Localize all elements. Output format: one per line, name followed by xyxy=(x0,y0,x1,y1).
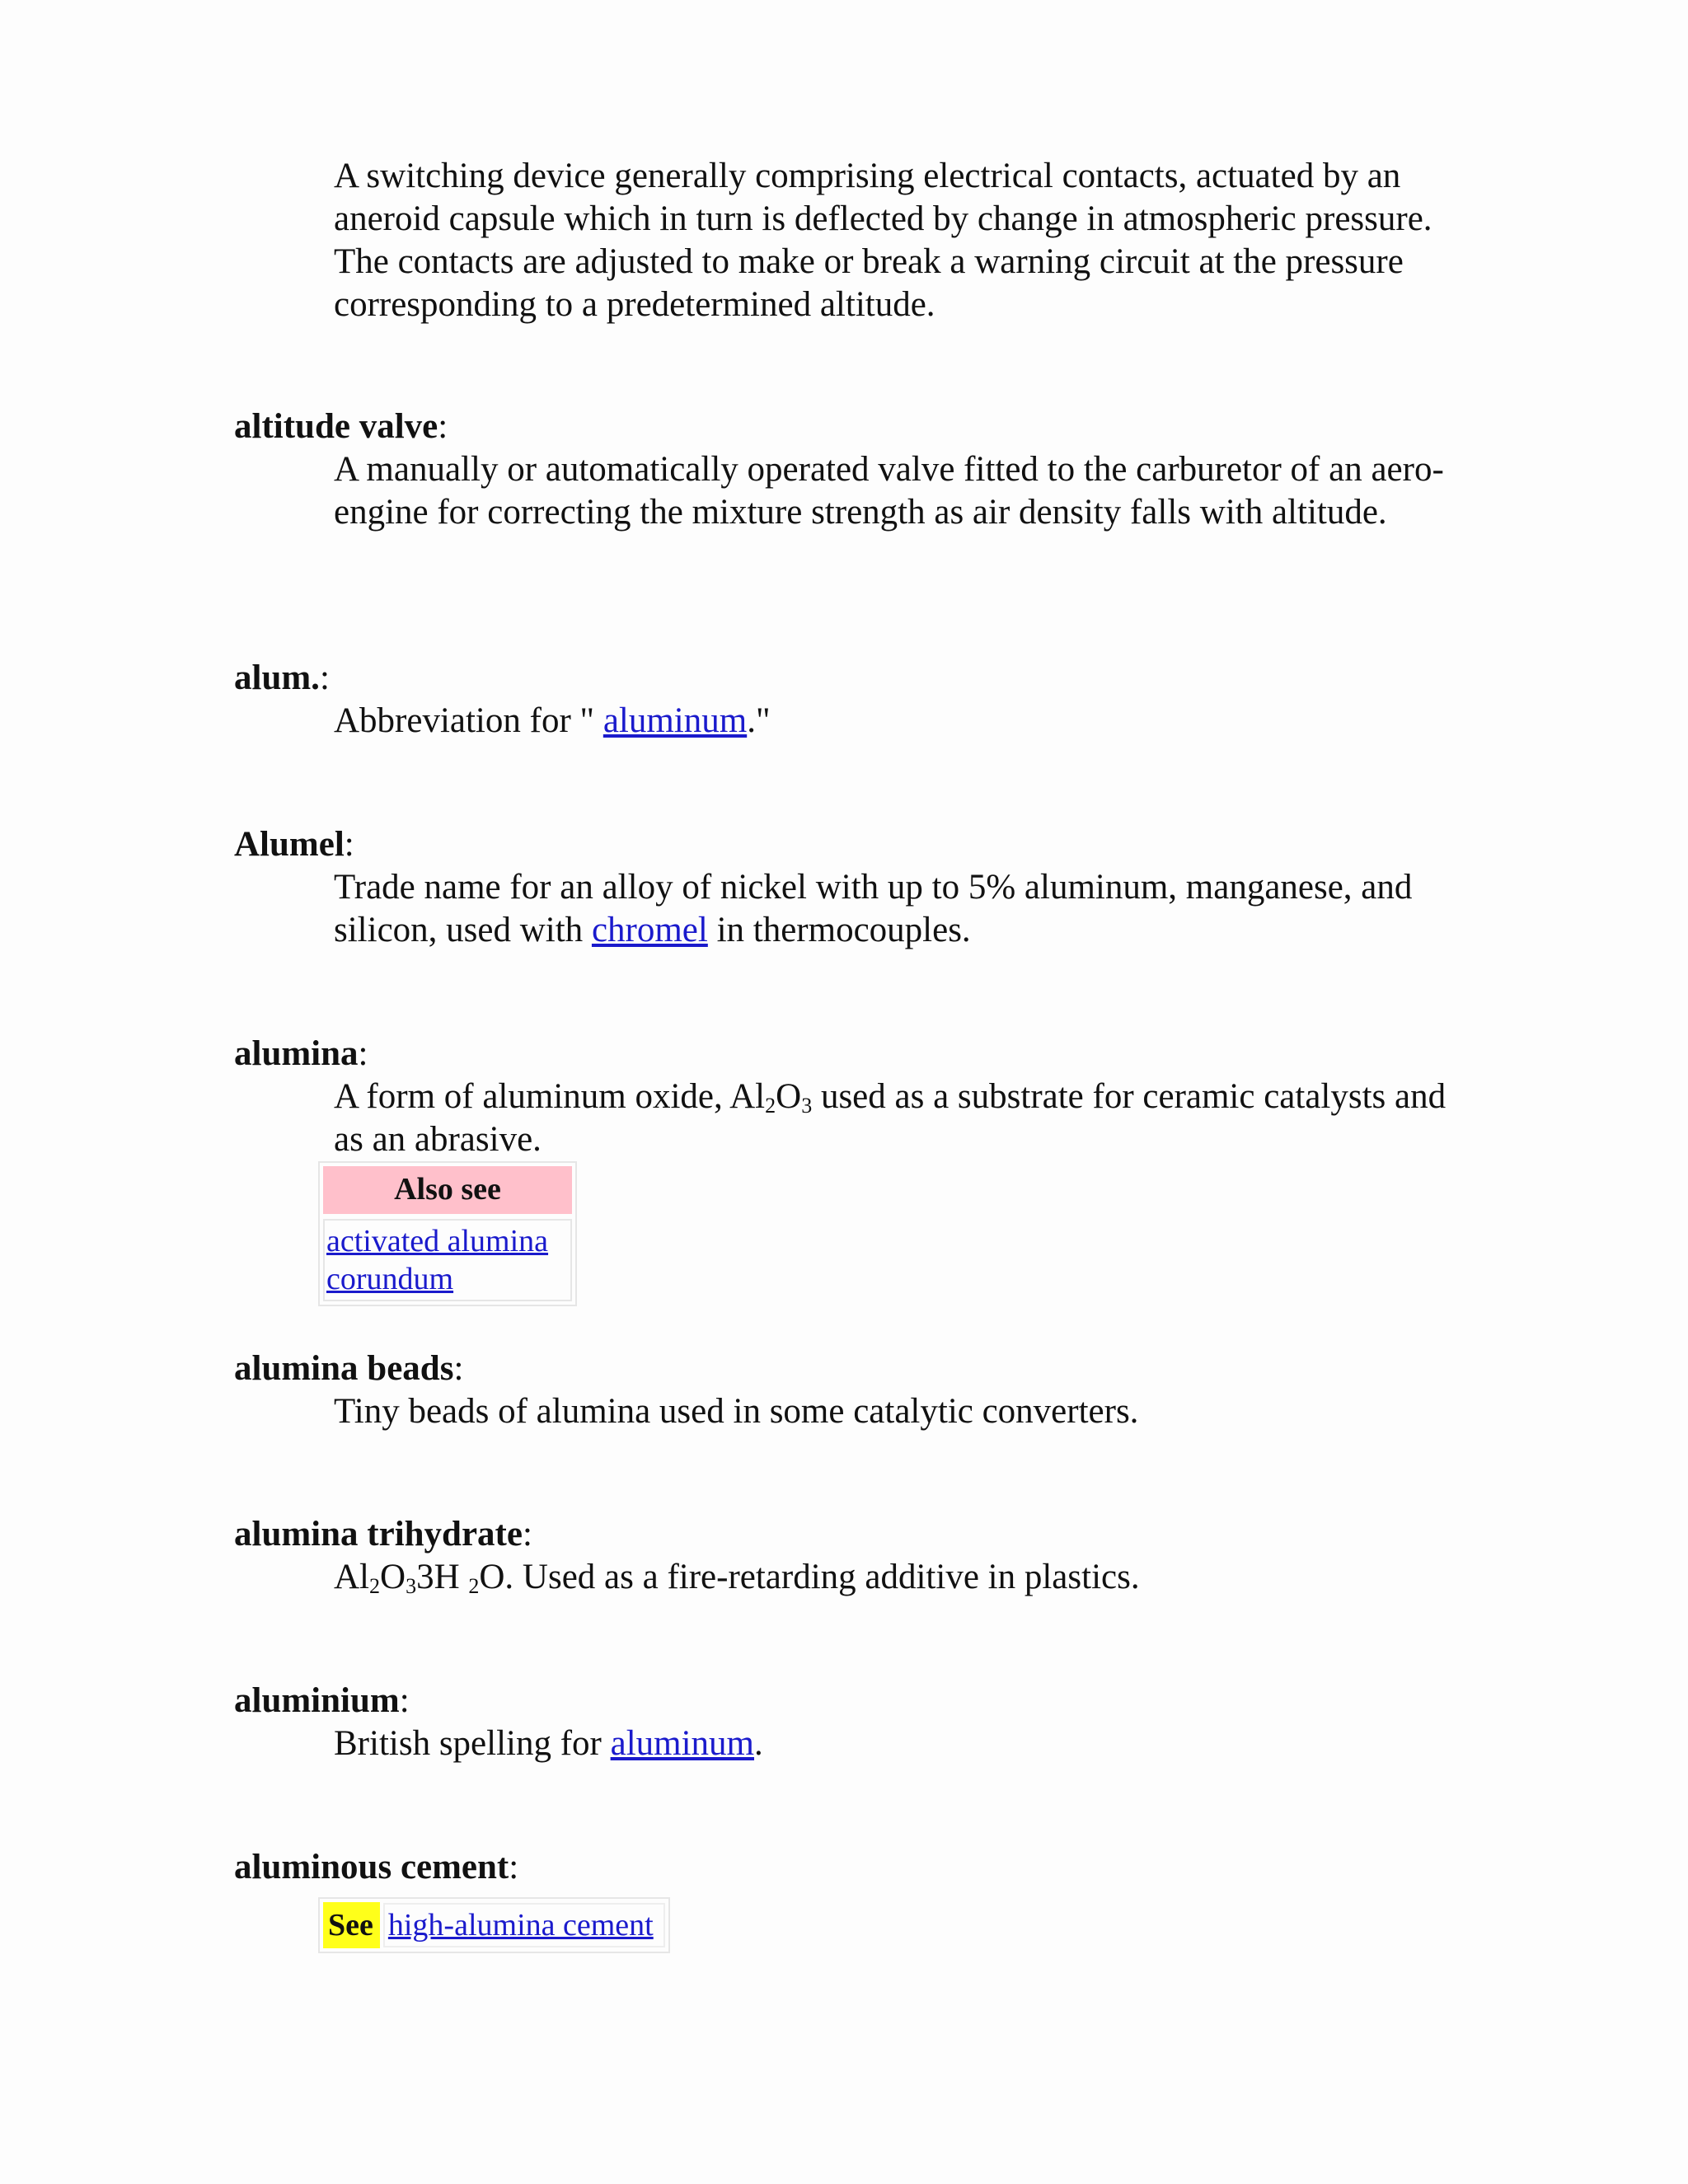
definition-suffix: in thermocouples. xyxy=(707,911,971,949)
term-label: altitude valve xyxy=(234,407,438,446)
definition-prefix: Trade name for an alloy of nickel with up to 5% aluminum, manganese, and silicon, used with xyxy=(334,868,1413,949)
definition-text xyxy=(334,1722,1471,1765)
entry-alumina xyxy=(234,1033,1470,1306)
entry-altitude-switch-definition xyxy=(234,155,1470,326)
term-colon: : xyxy=(399,1681,410,1720)
subscript: 2 xyxy=(369,1574,380,1598)
term-colon: : xyxy=(344,825,354,864)
term-colon: : xyxy=(358,1034,368,1073)
term-colon: : xyxy=(319,658,330,697)
definition-text xyxy=(334,700,1471,743)
term-heading xyxy=(234,1513,1470,1556)
entry-alumel xyxy=(234,823,1470,952)
definition-text xyxy=(334,866,1471,952)
entry-altitude-valve xyxy=(234,405,1470,534)
also-see-list xyxy=(323,1219,572,1301)
term-label: alum. xyxy=(234,658,320,697)
definition-part: 3H xyxy=(416,1558,469,1596)
entry-alumina-trihydrate xyxy=(234,1513,1470,1599)
definition-text xyxy=(334,1076,1471,1161)
term-heading xyxy=(234,657,1470,700)
term-heading xyxy=(234,1033,1470,1076)
definition-suffix: ." xyxy=(747,701,771,740)
term-colon: : xyxy=(509,1848,519,1886)
subscript: 3 xyxy=(801,1094,813,1118)
definition-suffix: . xyxy=(754,1724,763,1763)
entry-alum xyxy=(234,657,1470,743)
link-aluminum[interactable]: aluminum xyxy=(610,1724,754,1763)
entry-aluminous-cement xyxy=(234,1846,1470,1953)
see-label: See xyxy=(323,1902,380,1948)
also-see-box xyxy=(318,1161,577,1306)
link-aluminum[interactable]: aluminum xyxy=(603,701,748,740)
definition-part: Al xyxy=(334,1558,369,1596)
definition-part: O xyxy=(776,1077,802,1116)
link-activated-alumina[interactable]: activated alumina xyxy=(326,1224,549,1258)
link-corundum[interactable]: corundum xyxy=(326,1262,454,1296)
also-see-header: Also see xyxy=(323,1166,572,1214)
definition-text: A manually or automatically operated valve fitted to the carburetor of an aero-engine for correcting the mixture strength as air density falls with altitude. xyxy=(334,450,1444,532)
term-colon: : xyxy=(438,407,448,446)
definition-part: A form of aluminum oxide, Al xyxy=(334,1077,766,1116)
term-label: alumina xyxy=(234,1034,359,1073)
term-label: aluminium xyxy=(234,1681,400,1720)
subscript: 2 xyxy=(468,1574,480,1598)
term-label: aluminous cement xyxy=(234,1848,509,1886)
definition-text: Tiny beads of alumina used in some catalytic converters. xyxy=(334,1392,1139,1431)
subscript: 3 xyxy=(406,1574,417,1598)
term-label: Alumel xyxy=(234,825,345,864)
definition-part: O xyxy=(380,1558,406,1596)
definition-text xyxy=(334,1556,1471,1599)
see-box xyxy=(318,1897,670,1953)
definition-part: O. Used as a fire-retarding additive in plastics. xyxy=(479,1558,1140,1596)
term-heading xyxy=(234,1846,1470,1889)
term-label: alumina trihydrate xyxy=(234,1515,523,1554)
term-colon: : xyxy=(453,1349,464,1388)
definition-prefix: British spelling for xyxy=(334,1724,611,1763)
definition-part: used as a substrate for ceramic catalysts and as an abrasive. xyxy=(334,1077,1447,1159)
term-heading xyxy=(234,823,1470,866)
term-colon: : xyxy=(522,1515,532,1554)
term-heading xyxy=(234,405,1470,448)
definition-prefix: Abbreviation for " xyxy=(334,701,603,740)
see-link-cell xyxy=(383,1903,665,1947)
term-label: alumina beads xyxy=(234,1349,454,1388)
definition-text: A switching device generally comprising electrical contacts, actuated by an aneroid capsule which in turn is deflected by change in atmospheric pressure. The contacts are adjusted to make or break a warning circuit at the pressure corresponding to a predetermined altitude. xyxy=(334,157,1432,324)
entry-aluminium xyxy=(234,1680,1470,1765)
subscript: 2 xyxy=(765,1094,776,1118)
term-heading xyxy=(234,1347,1470,1390)
link-high-alumina-cement[interactable]: high-alumina cement xyxy=(387,1908,654,1943)
link-chromel[interactable]: chromel xyxy=(591,911,708,949)
term-heading xyxy=(234,1680,1470,1722)
entry-alumina-beads xyxy=(234,1347,1470,1433)
